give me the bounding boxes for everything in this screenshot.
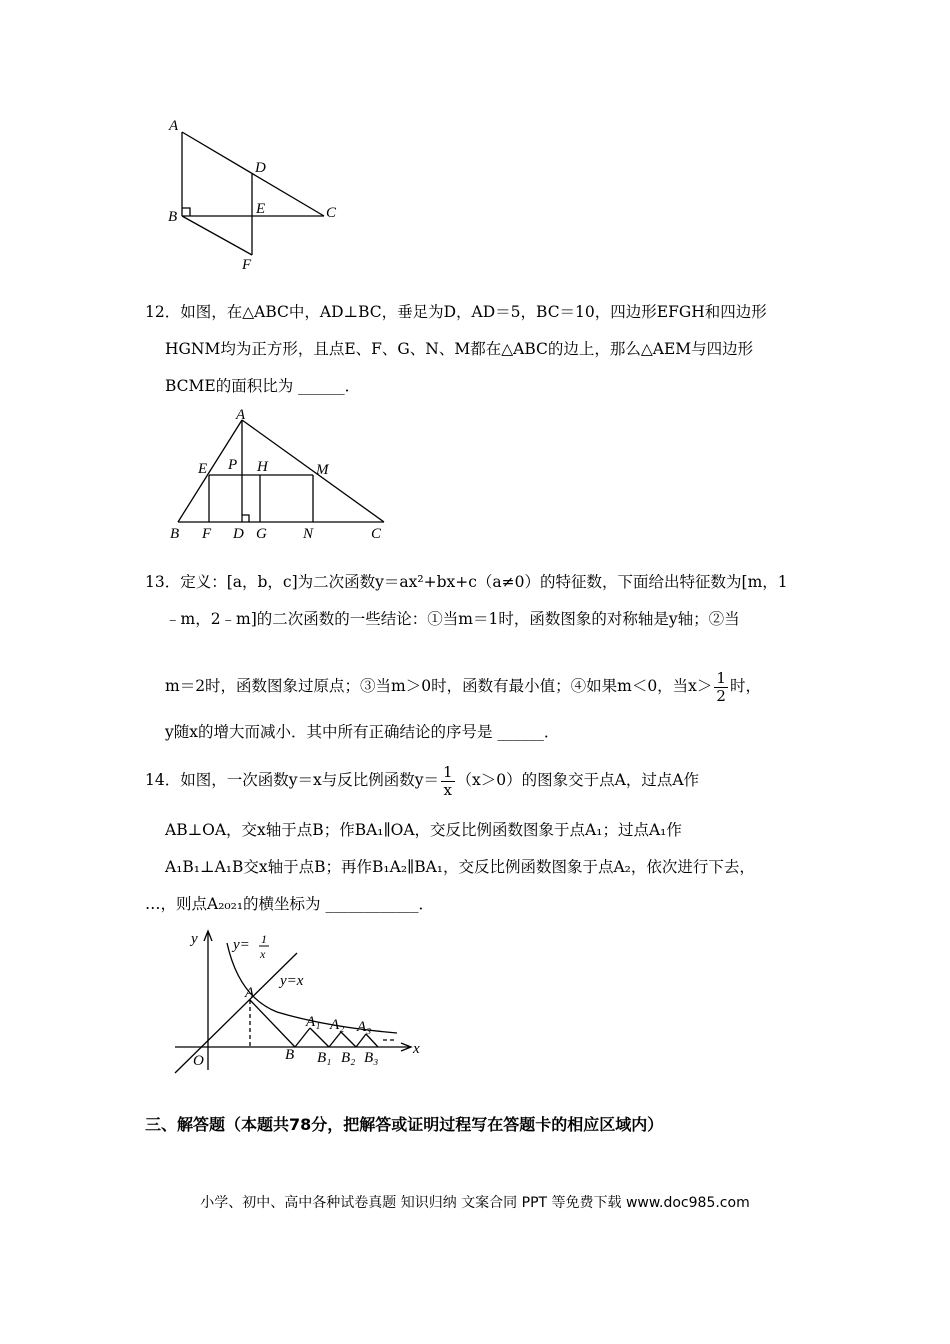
label-a1: A₁ <box>306 1014 321 1030</box>
label-m: M <box>316 462 329 478</box>
label-d: D <box>233 526 244 542</box>
figure-triangle-squares <box>160 405 400 545</box>
fraction-num: 1 <box>442 763 453 781</box>
fraction-one-half <box>714 670 728 704</box>
label-a: A <box>169 118 179 134</box>
fraction-one-over-x <box>441 764 455 798</box>
fraction-num: 1 <box>716 669 726 687</box>
q13-line3 <box>165 670 761 704</box>
q14-line3: A₁B₁⊥A₁B交x轴于点B；再作B₁A₂∥BA₁，交反比例函数图象于点A₂，依次进行下去， <box>165 858 755 876</box>
axis-label-y: y <box>191 931 198 947</box>
label-n: N <box>303 526 314 542</box>
q14-line1-text-b: （x＞0）的图象交于点A，过点A作 <box>456 771 700 789</box>
label-b: B <box>285 1047 295 1063</box>
label-h: H <box>257 459 268 475</box>
figure-triangle-abc-1 <box>160 112 350 277</box>
curve-label-num: 1 <box>261 932 267 946</box>
q14-line1 <box>145 764 699 798</box>
q14-line2: AB⊥OA，交x轴于点B；作BA₁∥OA，交反比例函数图象于点A₁；过点A₁作 <box>165 821 682 839</box>
label-b3: B₃ <box>364 1050 379 1066</box>
q14-line4: …，则点A₂₀₂₁的横坐标为 ____________． <box>145 895 434 913</box>
label-a: A <box>236 407 246 423</box>
label-p: P <box>228 457 238 473</box>
q13-line4: y随x的增大而减小．其中所有正确结论的序号是 ______． <box>165 723 560 741</box>
q12-line3: BCME的面积比为 ______． <box>165 377 361 395</box>
question-12 <box>145 300 810 395</box>
label-b: B <box>170 526 180 542</box>
label-g: G <box>256 526 267 542</box>
q13-line2: ﹣m，2﹣m]的二次函数的一些结论：①当m＝1时，函数图象的对称轴是y轴；②当 <box>165 610 740 628</box>
fraction-den: 2 <box>716 686 726 705</box>
q13-line3-text-b: 时， <box>729 677 761 695</box>
label-f: F <box>242 257 252 273</box>
curve-label-den: x <box>260 947 266 961</box>
label-e: E <box>198 461 208 477</box>
label-f: F <box>202 526 212 542</box>
line-label: y=x <box>280 973 304 989</box>
label-e: E <box>256 201 266 217</box>
q14-line1-text-a: 14．如图，一次函数y＝x与反比例函数y＝ <box>145 771 439 789</box>
label-a: A <box>245 985 255 1001</box>
label-b1: B₁ <box>317 1050 332 1066</box>
label-c: C <box>371 526 382 542</box>
q13-line1: 13．定义：[a，b，c]为二次函数y＝ax²+bx+c（a≠0）的特征数，下面给出特征数为[m，1 <box>145 573 788 591</box>
q12-line2: HGNM均为正方形，且点E、F、G、N、M都在△ABC的边上，那么△AEM与四边形 <box>165 340 754 358</box>
label-a2: A₂ <box>330 1017 345 1033</box>
label-o: O <box>193 1053 204 1069</box>
fraction-den: x <box>443 780 452 799</box>
label-c: C <box>326 205 337 221</box>
label-b2: B₂ <box>341 1050 356 1066</box>
q13-line3-text-a: m＝2时，函数图象过原点；③当m＞0时，函数有最小值；④如果m＜0，当x＞ <box>165 677 713 695</box>
label-d: D <box>255 160 266 176</box>
curve-label: y= <box>233 937 250 953</box>
section-heading: 三、解答题（本题共78分，把解答或证明过程写在答题卡的相应区域内） <box>145 1115 664 1134</box>
label-b: B <box>168 209 178 225</box>
page-footer: 小学、初中、高中各种试卷真题 知识归纳 文案合同 PPT 等免费下载 www.doc985.com <box>200 1195 750 1211</box>
label-a3: A₃ <box>357 1019 372 1035</box>
figure-hyperbola <box>165 925 435 1075</box>
axis-label-x: x <box>413 1041 420 1057</box>
q12-line1: 12．如图，在△ABC中，AD⊥BC，垂足为D，AD＝5，BC＝10，四边形EFGH和四边形 <box>145 303 767 321</box>
